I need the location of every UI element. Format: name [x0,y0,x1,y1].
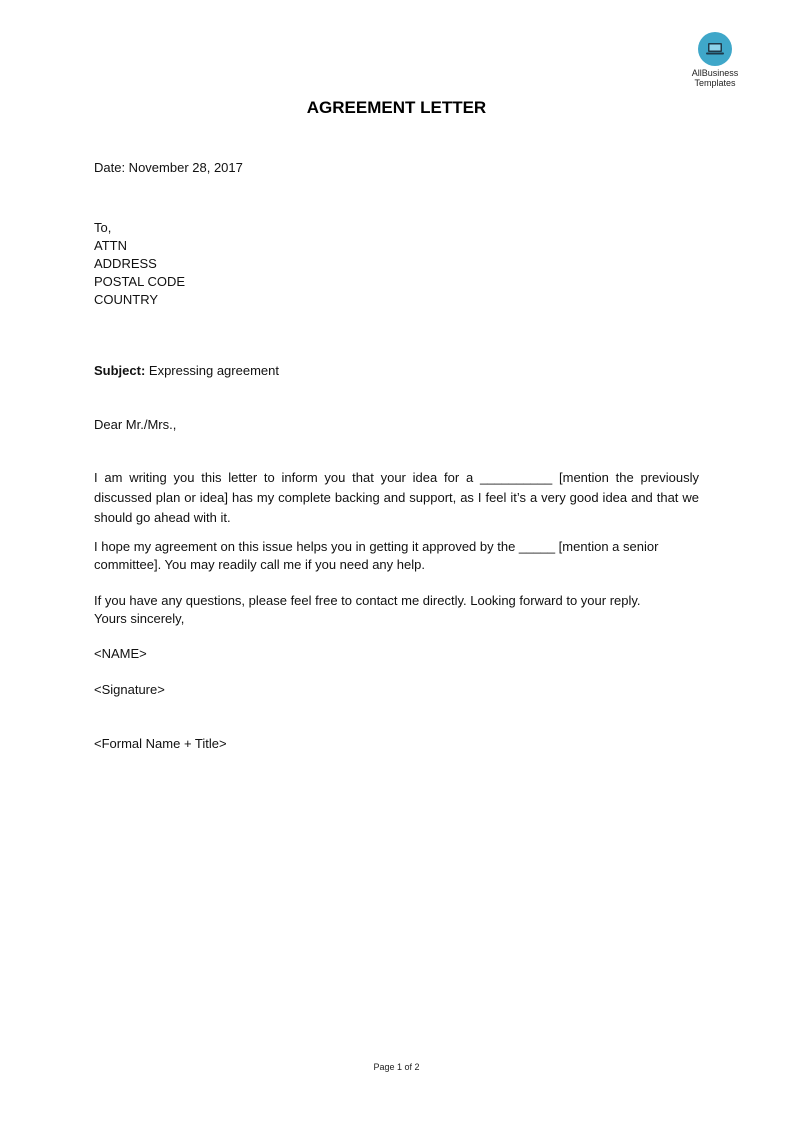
recipient-attn: ATTN [94,238,127,253]
laptop-icon [698,32,732,66]
recipient-to: To, [94,220,112,235]
recipient-address: ADDRESS [94,256,157,271]
page-number: Page 1 of 2 [373,1062,420,1072]
signature-name: <NAME> [94,646,147,661]
closing-line: Yours sincerely, [94,611,185,626]
brand-logo [683,32,747,88]
signature-formal-name: <Formal Name + Title> [94,736,227,751]
document-title: AGREEMENT LETTER [306,98,487,117]
subject-label: Subject: [94,363,146,378]
subject-line [94,362,279,380]
letter-date: Date: November 28, 2017 [94,160,243,175]
logo-line-2: Templates [694,78,736,88]
logo-line-1: AllBusiness [691,68,739,78]
body-paragraph-2: I hope my agreement on this issue helps you in getting it approved by the _____ [mention a senior committee]. You may readily call me if you need any help. [94,539,659,572]
recipient-country: COUNTRY [94,292,159,307]
recipient-postal-code: POSTAL CODE [94,274,186,289]
body-paragraph-1: I am writing you this letter to inform you that your idea for a __________ [mention the previously discussed plan or idea] has my complete backing and support, as I feel it’s a very good idea and that we should go ahead with it. [94,470,699,525]
signature-placeholder: <Signature> [94,682,165,697]
subject-text: Expressing agreement [145,363,279,378]
salutation: Dear Mr./Mrs., [94,417,177,432]
body-paragraph-3: If you have any questions, please feel free to contact me directly. Looking forward to your reply. [94,593,641,608]
